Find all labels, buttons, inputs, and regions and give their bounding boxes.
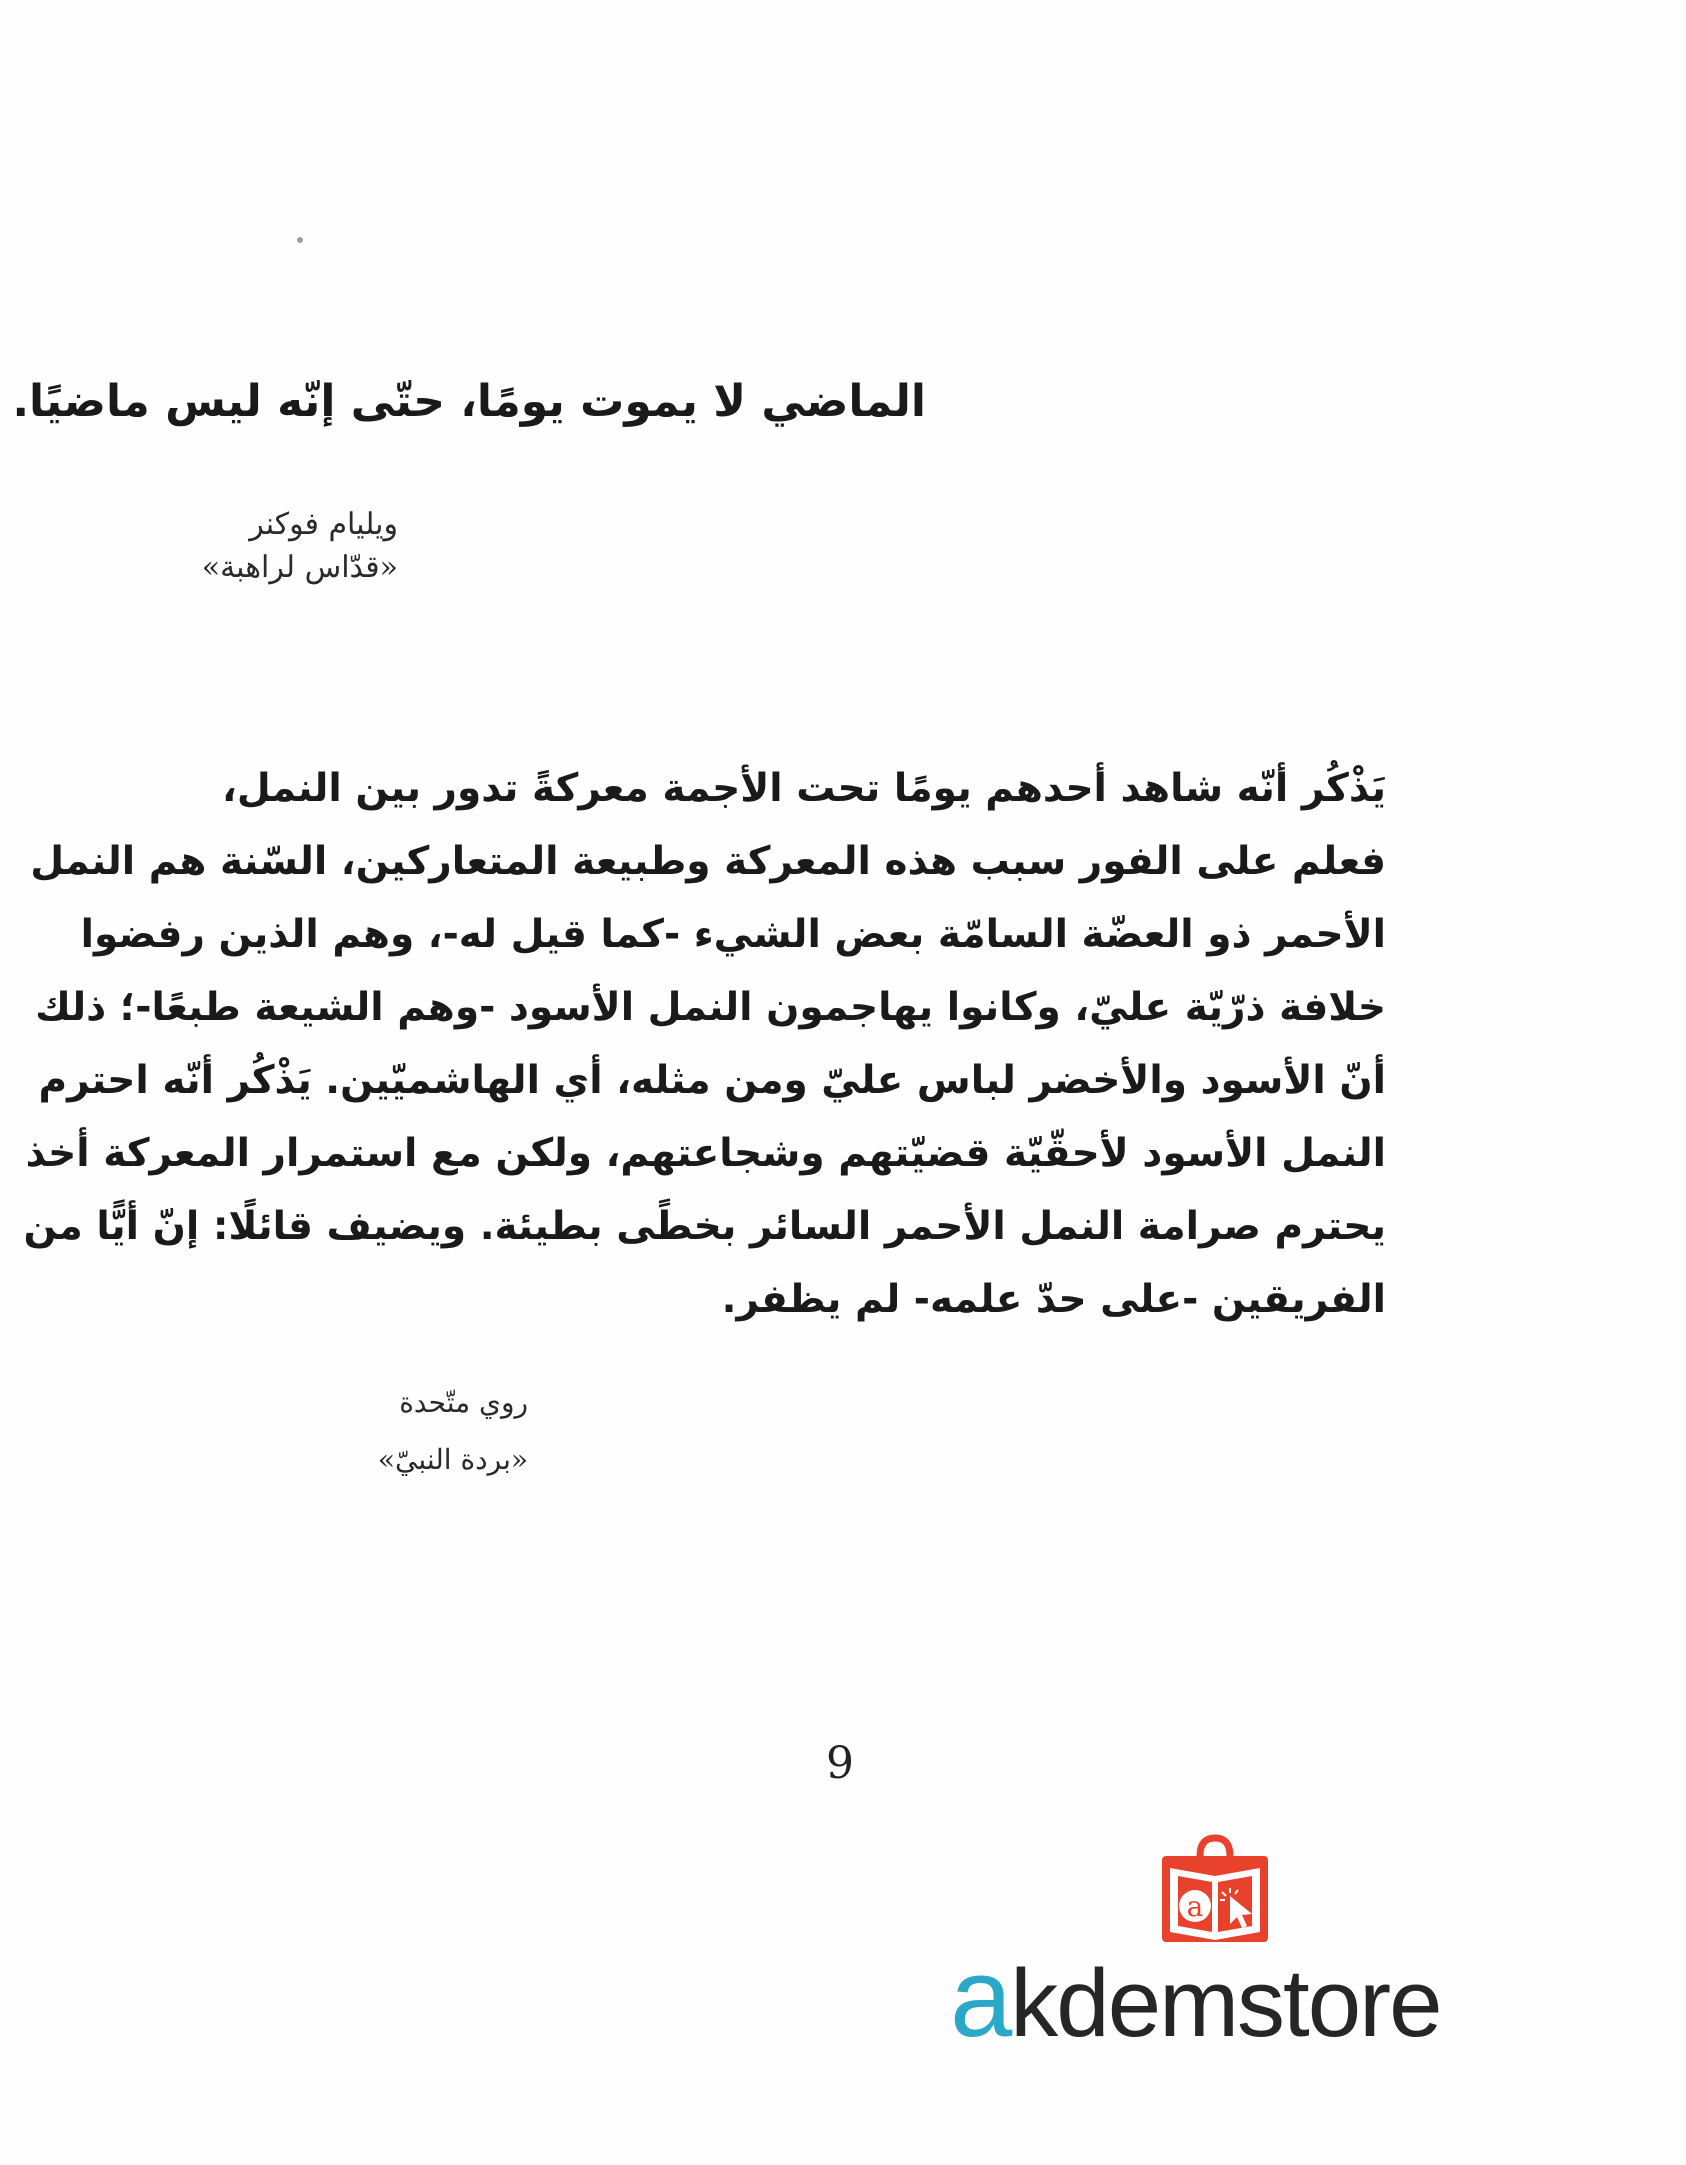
logo-icon-letter: a [1186, 1890, 1204, 1923]
body-line: يَذْكُر أنّه شاهد أحدهم يومًا تحت الأجمة معركةً تدور بين النمل، [222, 766, 1386, 811]
body-paragraph [23, 752, 1386, 1336]
body-line: فعلم على الفور سبب هذه المعركة وطبيعة المتعاركين، السّنة هم النمل [30, 839, 1386, 884]
body-line: خلافة ذرّيّة عليّ، وكانوا يهاجمون النمل الأسود -وهم الشيعة طبعًا-؛ ذلك [35, 985, 1386, 1030]
body-line: النمل الأسود لأحقّيّة قضيّتهم وشجاعتهم، ولكن مع استمرار المعركة أخذ [25, 1131, 1386, 1176]
epigraph-work-title: «قدّاس لراهبة» [201, 550, 398, 585]
epigraph-quote: الماضي لا يموت يومًا، حتّى إنّه ليس ماضيًا. [12, 376, 926, 427]
signature-work-title: «بردة النبيّ» [377, 1443, 528, 1476]
page-number: 9 [826, 1738, 854, 1789]
logo-handle [1200, 1838, 1230, 1856]
body-line: الفريقين -على حدّ علمه- لم يظفر. [721, 1277, 1386, 1322]
brand-name-rest: kdemstore [1010, 1950, 1441, 2057]
brand-accent-letter: a [950, 1935, 1011, 2060]
epigraph-author: ويليام فوكنر [249, 507, 398, 542]
signature-author: روي متّحدة [399, 1386, 528, 1419]
book-store-logo-icon [1160, 1832, 1270, 1947]
body-line: أنّ الأسود والأخضر لباس عليّ ومن مثله، أي الهاشميّين. يَذْكُر أنّه احترم [38, 1058, 1386, 1103]
store-brand-wordmark [950, 1935, 1490, 2060]
body-line: الأحمر ذو العضّة السامّة بعض الشيء -كما قيل له-، وهم الذين رفضوا [80, 912, 1386, 957]
body-line: يحترم صرامة النمل الأحمر السائر بخطًى بطيئة. ويضيف قائلًا: إنّ أيًّا من [23, 1204, 1386, 1249]
paper-speck [297, 237, 303, 243]
